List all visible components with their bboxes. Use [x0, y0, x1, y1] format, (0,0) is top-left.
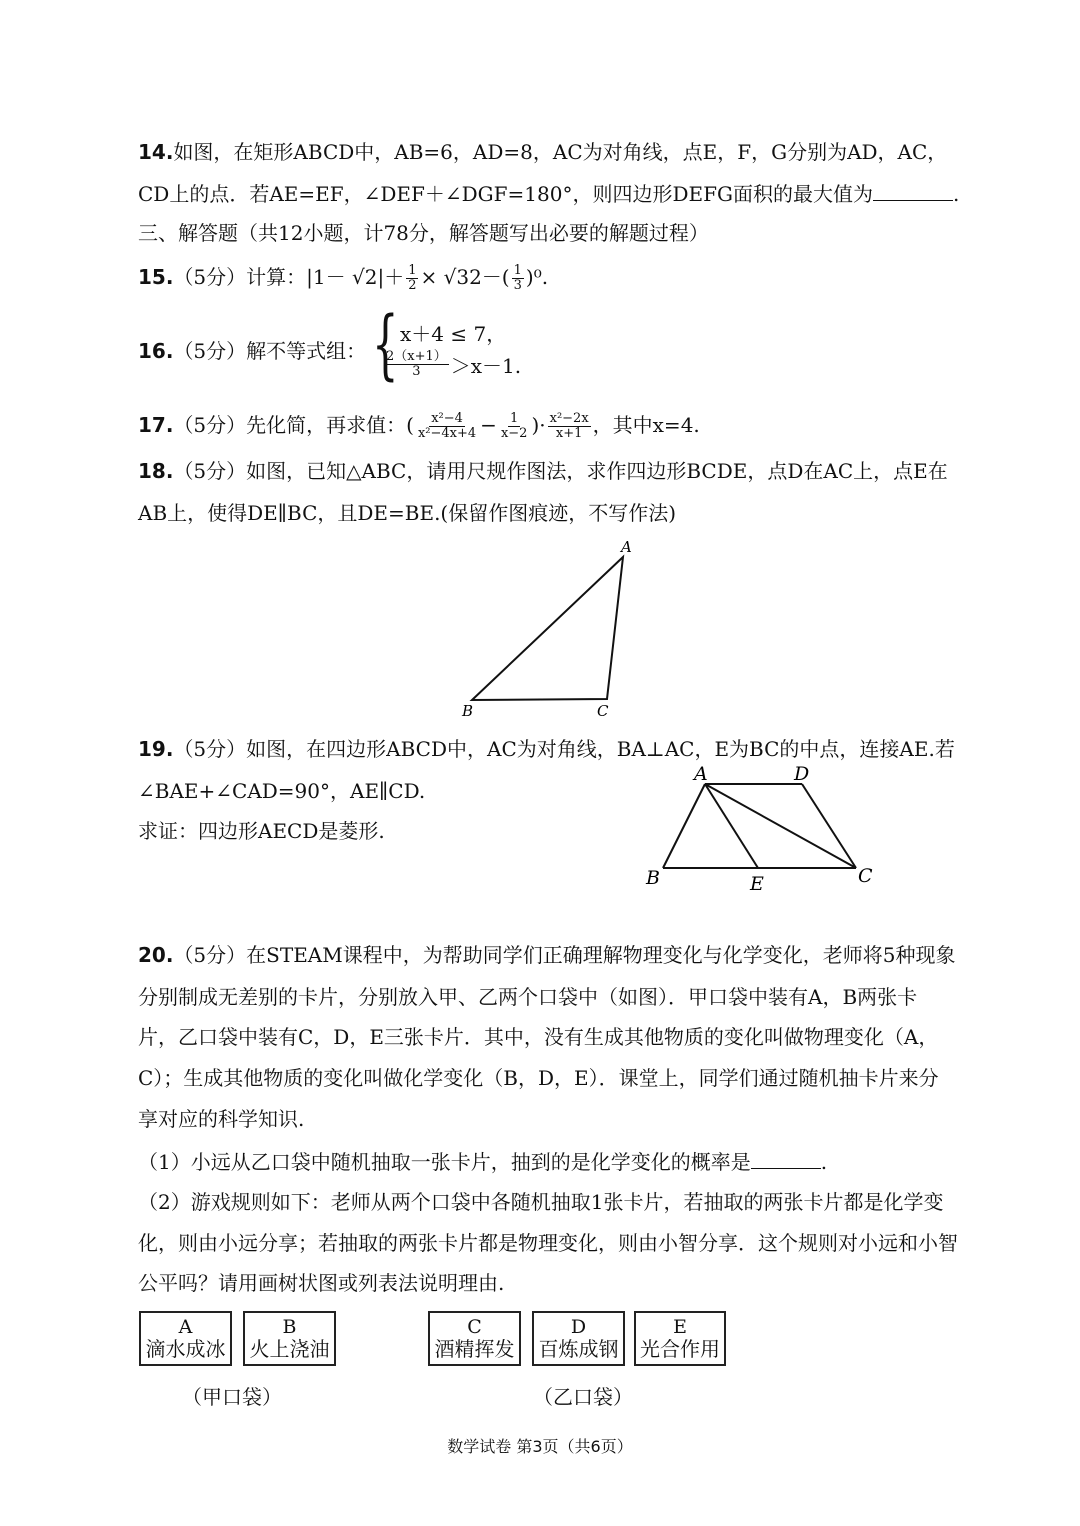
- q14-end: .: [952, 182, 960, 206]
- card-a: [139, 1311, 232, 1366]
- card-b-letter: B: [282, 1316, 297, 1338]
- q18-label-c: C: [597, 702, 609, 720]
- card-a-letter: A: [178, 1316, 193, 1338]
- q16-fraction: [384, 350, 449, 379]
- q15-text3: )⁰.: [525, 265, 549, 289]
- q19-number: 19.: [138, 737, 174, 761]
- q16-frac-num: 2（x+1）: [386, 349, 447, 364]
- q17-tail: ，其中x=4.: [592, 413, 700, 437]
- q14-answer-blank: [873, 178, 953, 201]
- card-d-text: 百炼成钢: [538, 1337, 619, 1361]
- q15-number: 15.: [138, 265, 174, 289]
- q17-frac2-den: x−2: [500, 426, 528, 441]
- q17-minus: −: [480, 413, 497, 437]
- q16-row2-tail: ＞x－1.: [450, 354, 522, 378]
- q20-number: 20.: [138, 943, 174, 967]
- q18-label-b: B: [462, 702, 474, 720]
- q20-part1-text: （1）小远从乙口袋中随机抽取一张卡片，抽到的是化学变化的概率是: [138, 1150, 751, 1174]
- q15-text: （5分）计算：|1－ √2|＋: [173, 265, 405, 289]
- q18-label-a: A: [621, 538, 632, 556]
- bag-yi-label: （乙口袋）: [533, 1385, 633, 1409]
- q16-number: 16.: [138, 339, 174, 363]
- q19-label-b: B: [646, 867, 660, 889]
- card-b-text: 火上浇油: [249, 1337, 330, 1361]
- q16-inequality-system: [372, 299, 542, 390]
- q20-part1: [138, 1146, 827, 1177]
- q18-text-line1: （5分）如图，已知△ABC，请用尺规作图法，求作四边形BCDE，点D在AC上，点E在: [173, 459, 948, 483]
- q17-frac1-den: x²−4x+4: [417, 426, 477, 441]
- q15-frac1-den: 2: [408, 278, 417, 293]
- card-d-letter: D: [570, 1316, 587, 1338]
- q20-line4: C）；生成其他物质的变化叫做化学变化（B，D，E）．课堂上，同学们通过随机抽卡片来分: [138, 1066, 939, 1090]
- q15-text2: × √32－(: [420, 265, 510, 289]
- q17-frac2: [499, 412, 530, 441]
- card-c: [428, 1311, 521, 1366]
- section-3-heading: 三、解答题（共12小题，计78分，解答题写出必要的解题过程）: [138, 221, 709, 245]
- q16-text: （5分）解不等式组：: [173, 339, 367, 363]
- page-footer: 数学试卷 第3页（共6页）: [447, 1437, 633, 1456]
- q14-text-line2: CD上的点．若AE=EF，∠DEF＋∠DGF=180°，则四边形DEFG面积的最大值为: [138, 182, 873, 206]
- q15-frac2-num: 1: [513, 263, 522, 278]
- q17-frac3-den: x+1: [555, 426, 583, 441]
- q20-line5: 享对应的科学知识.: [138, 1107, 305, 1131]
- q19-label-e: E: [750, 873, 764, 895]
- card-b: [243, 1311, 336, 1366]
- q20-text-line1: （5分）在STEAM课程中，为帮助同学们正确理解物理变化与化学变化，老师将5种现象: [173, 943, 956, 967]
- q15-line: [138, 262, 548, 293]
- q19-line2: ∠BAE+∠CAD=90°，AE∥CD.: [138, 779, 426, 803]
- q15-frac2-den: 3: [513, 278, 522, 293]
- q20-part2-line3: 公平吗？请用画树状图或列表法说明理由.: [138, 1271, 505, 1295]
- card-c-text: 酒精挥发: [434, 1337, 515, 1361]
- q20-answer-blank: [751, 1146, 821, 1169]
- q14-line2: [138, 178, 959, 209]
- q15-fraction-half: [406, 264, 418, 293]
- q20-part2-line1: （2）游戏规则如下：老师从两个口袋中各随机抽取1张卡片，若抽取的两张卡片都是化学变: [138, 1190, 944, 1214]
- q17-frac1-num: x²−4: [431, 411, 463, 426]
- q15-fraction-third: [512, 264, 524, 293]
- triangle-abc: [472, 557, 623, 700]
- q20-line1: [138, 940, 955, 970]
- q17-mid: )·: [531, 413, 546, 437]
- q17-number: 17.: [138, 413, 174, 437]
- segment-ab: [663, 784, 705, 868]
- q16-row2: [382, 350, 521, 379]
- q19-line3: 求证：四边形AECD是菱形.: [138, 819, 385, 843]
- q18-line2: AB上，使得DE∥BC，且DE=BE.(保留作图痕迹，不写作法): [138, 501, 677, 525]
- q20-line2: 分别制成无差别的卡片，分别放入甲、乙两个口袋中（如图）．甲口袋中装有A，B两张卡: [138, 985, 918, 1009]
- q16-brace: {: [372, 299, 399, 388]
- q20-line3: 片，乙口袋中装有C，D，E三张卡片．其中，没有生成其他物质的变化叫做物理变化（A，: [138, 1025, 939, 1049]
- q18-line1: [138, 456, 948, 486]
- q17-frac2-num: 1: [510, 411, 519, 426]
- card-e-text: 光合作用: [640, 1337, 720, 1361]
- segment-ae: [705, 784, 758, 868]
- q17-text: （5分）先化简，再求值：(: [173, 413, 414, 437]
- q18-triangle-figure: [440, 535, 660, 725]
- q20-part2-line2: 化，则由小远分享；若抽取的两张卡片都是物理变化，则由小智分享．这个规则对小远和小智: [138, 1231, 958, 1255]
- card-e: [634, 1311, 726, 1366]
- q16-row1: x＋4 ≤ 7，: [400, 322, 507, 346]
- segment-ac: [705, 784, 856, 868]
- q20-part1-end: .: [820, 1150, 828, 1174]
- q17-frac3: [548, 412, 591, 441]
- q14-text-line1: 如图，在矩形ABCD中，AB=6，AD=8，AC为对角线，点E，F，G分别为AD，AC，: [173, 140, 948, 164]
- q19-label-a: A: [694, 763, 708, 785]
- card-d: [532, 1311, 625, 1366]
- q16-frac-den: 3: [412, 364, 421, 379]
- q18-number: 18.: [138, 459, 174, 483]
- q17-frac3-num: x²−2x: [549, 411, 589, 426]
- card-c-letter: C: [467, 1316, 482, 1338]
- q19-text-line1: （5分）如图，在四边形ABCD中，AC为对角线，BA⊥AC，E为BC的中点，连接AE.若: [173, 737, 955, 761]
- bag-jia-label: （甲口袋）: [182, 1385, 282, 1409]
- q16-line: [138, 336, 366, 366]
- q17-frac1: [416, 412, 478, 441]
- q19-quadrilateral-figure: [630, 758, 890, 898]
- card-a-text: 滴水成冰: [145, 1337, 226, 1361]
- card-e-letter: E: [673, 1316, 687, 1338]
- q14-line1: [138, 137, 947, 167]
- q17-line: [138, 410, 700, 441]
- q19-label-d: D: [794, 763, 810, 785]
- q19-label-c: C: [858, 865, 873, 887]
- segment-dc: [802, 784, 856, 868]
- q15-frac1-num: 1: [408, 263, 417, 278]
- q14-number: 14.: [138, 140, 174, 164]
